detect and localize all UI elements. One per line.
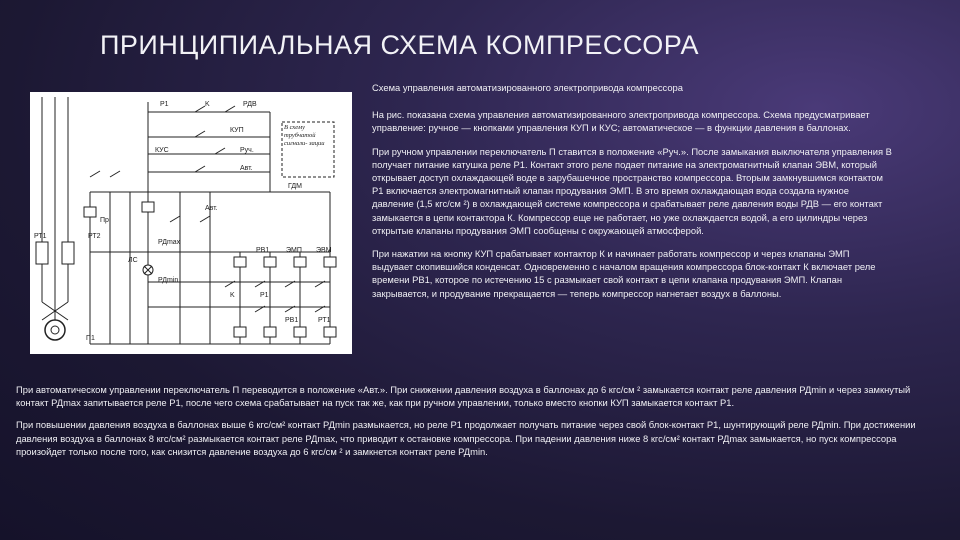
- svg-text:K: K: [205, 101, 210, 108]
- signal-lamp: [143, 265, 153, 275]
- svg-text:РТ1: РТ1: [318, 317, 331, 324]
- svg-text:ЛС: ЛС: [128, 257, 138, 264]
- svg-text:П1: П1: [86, 335, 95, 342]
- svg-text:Руч.: Руч.: [240, 147, 254, 154]
- paragraph-pressure-increase: При повышении давления воздуха в баллонах выше 6 кгс/см² контакт РДmin размыкается, но реле Р1 продолжает получать питание через свой блок-контакт Р1, шунтирующий реле РДmin. При достижении давления воздуха в баллонах 8 кгс/см² размыкается контакт реле РДmax, что приводит к остановке компрессора. При падении давления ниже 8 кгс/см² контакт РДmax замыкается, но пуск компрессора произойдет только после того, как снизится давление воздуха до 6 кгс/см ² и замкнется контакт реле РДmin.: [16, 419, 916, 457]
- svg-text:РВ1: РВ1: [285, 317, 299, 324]
- svg-text:Авт.: Авт.: [205, 205, 218, 212]
- right-column-text: [372, 81, 892, 310]
- paragraph-manual-control: При ручном управлении переключатель П ставится в положение «Руч.». После замыкания выключателя управления В получает питание катушка реле Р1. Контакт этого реле подает питание на электромагнитный клапан ЭВМ, который открывает доступ охлаждающей воде в зарубашечное пространство компрессора. Вторым замкнувшимся контактом Р1 включается электромагнитный клапан продувания ЭМП. В это время охлаждающая вода создала нужное давление (1,5 кгс/см ²) в охлаждающей системе компрессора и срабатывает реле давления воды РДВ — его контакт замыкается в цепи контактора К. Компрессор еще не работает, но уже охлаждается водой, а его цилиндры через открытые клапаны продувания ЭМП сообщены с окружающей атмосферой.: [372, 145, 892, 236]
- signal-note: В схему трубчатой сигнали- зации: [284, 124, 325, 147]
- svg-text:РВ1: РВ1: [256, 247, 270, 254]
- svg-text:ГДМ: ГДМ: [288, 183, 302, 190]
- svg-text:РДmax: РДmax: [158, 239, 181, 246]
- paragraph-kup-button: При нажатии на кнопку КУП срабатывает контактор К и начинает работать компрессор и через клапаны ЭМП выдувает скопившийся конденсат. Одновременно с началом вращения компрессора блок-контакт К включает реле времени РВ1, которое по истечению 15 с размыкает свой контакт в цепи клапана продувания ЭМП. Клапан закрывается, и продувание прекращается — теперь компрессор нагнетает воздух в баллоны.: [372, 248, 876, 299]
- svg-text:РДВ: РДВ: [243, 101, 257, 108]
- circuit-diagram-svg: [30, 92, 352, 354]
- svg-text:Авт.: Авт.: [240, 165, 253, 172]
- svg-text:РТ1: РТ1: [34, 233, 47, 240]
- bottom-text: [16, 383, 944, 467]
- circuit-diagram: [30, 92, 352, 354]
- svg-text:K: K: [230, 292, 235, 299]
- svg-text:Пр: Пр: [100, 217, 109, 224]
- paragraph-overview: На рис. показана схема управления автоматизированного электропривода компрессора. Схема предусматривает управление: ручное — кнопками управления КУП и КУС; автоматическое — в функции давления в баллонах.: [372, 109, 870, 134]
- slide-title: ПРИНЦИПИАЛЬНАЯ СХЕМА КОМПРЕССОРА: [100, 30, 700, 60]
- svg-text:ЭВМ: ЭВМ: [316, 247, 332, 254]
- svg-text:РТ2: РТ2: [88, 233, 101, 240]
- svg-text:РДmin: РДmin: [158, 277, 179, 284]
- svg-text:ЭМП: ЭМП: [286, 247, 302, 254]
- svg-text:P1: P1: [160, 101, 169, 108]
- svg-text:КУП: КУП: [230, 127, 244, 134]
- diagram-subtitle: Схема управления автоматизированного электропривода компрессора: [372, 82, 683, 93]
- svg-text:Р1: Р1: [260, 292, 269, 299]
- svg-text:КУС: КУС: [155, 147, 169, 154]
- paragraph-automatic-control: При автоматическом управлении переключатель П переводится в положение «Авт.». При снижении давления воздуха в баллонах до 6 кгс/см ² замыкается контакт реле давления РДmin и через замкнутый контакт РДmax запитывается реле Р1, после чего схема срабатывает на пуск так же, как при ручном управлении, только вместо кнопки КУП замыкается контакт Р1.: [16, 384, 911, 409]
